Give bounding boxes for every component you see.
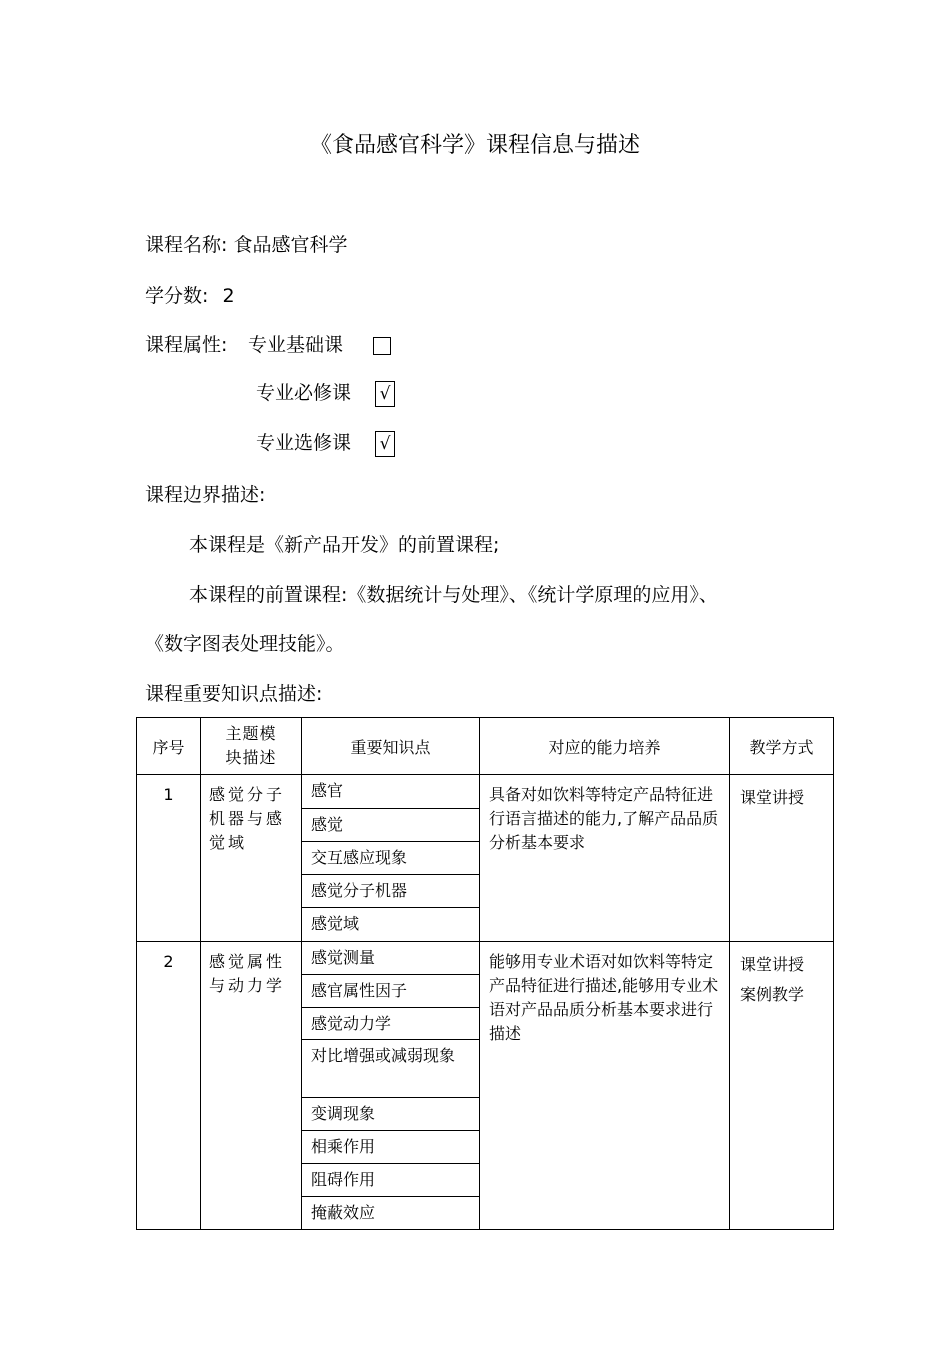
knowledge-point: 感觉	[302, 809, 479, 842]
row-method	[730, 942, 834, 1230]
course-name-label: 课程名称:	[145, 234, 228, 256]
course-name-line	[145, 230, 347, 257]
boundary-label: 课程边界描述:	[145, 484, 266, 506]
method-item: 课堂讲授	[740, 955, 805, 974]
attribute-name: 专业选修课	[256, 432, 352, 454]
attribute-option-elective	[256, 428, 395, 457]
row-number: 1	[137, 775, 201, 942]
row-points	[302, 775, 480, 942]
knowledge-point: 交互感应现象	[302, 842, 479, 875]
method-item: 课堂讲授	[740, 788, 805, 807]
knowledge-point: 感觉动力学	[302, 1008, 479, 1040]
boundary-line-3: 《数字图表处理技能》。	[145, 633, 345, 655]
checkbox-empty	[373, 337, 391, 355]
checkbox-checked: √	[375, 431, 395, 457]
knowledge-point: 对比增强或减弱现象	[302, 1040, 479, 1098]
header-no: 序号	[137, 718, 201, 775]
knowledge-point: 感官	[302, 775, 479, 809]
checkbox-checked: √	[375, 381, 395, 407]
row-ability: 具备对如饮料等特定产品特征进行语言描述的能力,了解产品品质分析基本要求	[480, 775, 730, 942]
page-title: 《食品感官科学》课程信息与描述	[309, 133, 640, 158]
row-ability: 能够用专业术语对如饮料等特定产品特征进行描述,能够用专业术语对产品品质分析基本要求进行描述	[480, 942, 730, 1230]
header-points: 重要知识点	[302, 718, 480, 775]
row-method	[730, 775, 834, 942]
table-row	[137, 775, 834, 942]
row-points	[302, 942, 480, 1230]
table-header-row	[137, 718, 834, 775]
credits-line	[145, 281, 235, 308]
header-ability: 对应的能力培养	[480, 718, 730, 775]
attribute-option-basic	[248, 330, 391, 357]
knowledge-point: 阻碍作用	[302, 1164, 479, 1197]
knowledge-point: 感觉分子机器	[302, 875, 479, 908]
row-module: 感觉分子机器与感觉域	[201, 775, 302, 942]
knowledge-point: 感觉域	[311, 914, 360, 933]
attributes-label: 课程属性:	[145, 334, 228, 356]
knowledge-point: 感觉测量	[302, 942, 479, 975]
knowledge-label: 课程重要知识点描述:	[145, 683, 323, 705]
boundary-line-2: 本课程的前置课程:《数据统计与处理》、《统计学原理的应用》、	[189, 584, 718, 606]
boundary-line-1: 本课程是《新产品开发》的前置课程;	[189, 534, 500, 556]
knowledge-point: 感官属性因子	[302, 975, 479, 1008]
knowledge-table	[136, 717, 834, 1230]
course-name-value: 食品感官科学	[233, 234, 348, 256]
header-method: 教学方式	[730, 718, 834, 775]
header-module: 主题模块描述	[201, 718, 302, 775]
knowledge-point: 掩蔽效应	[311, 1203, 376, 1222]
table-row	[137, 942, 834, 1230]
row-number: 2	[137, 942, 201, 1230]
attribute-name: 专业必修课	[256, 382, 352, 404]
attribute-option-required	[256, 378, 395, 407]
credits-value: 2	[222, 285, 235, 307]
attribute-name: 专业基础课	[248, 334, 344, 356]
knowledge-point: 变调现象	[302, 1098, 479, 1131]
row-module: 感觉属性与动力学	[201, 942, 302, 1230]
knowledge-point: 相乘作用	[302, 1131, 479, 1164]
method-item: 案例教学	[740, 985, 805, 1004]
credits-label: 学分数:	[145, 285, 209, 307]
